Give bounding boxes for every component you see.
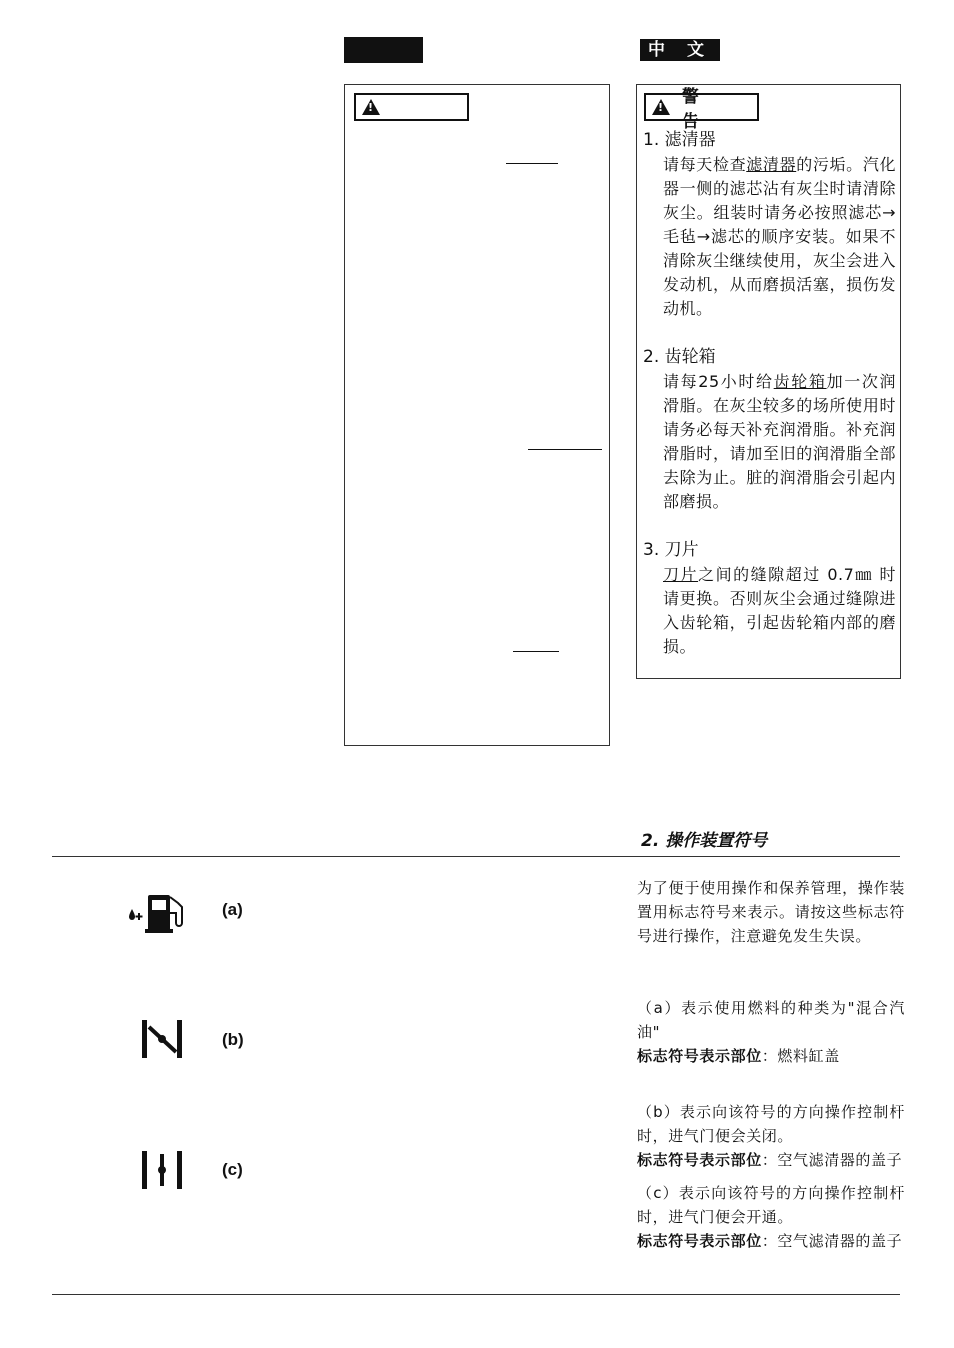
symbol-desc-a: （a）表示使用燃料的种类为"混合汽油" 标志符号表示部位：燃料缸盖 (637, 999, 905, 1065)
warning-item-body-3: 刀片之间的缝隙超过 0.7㎜ 时请更换。否则灰尘会通过缝隙进入齿轮箱，引起齿轮箱内部的磨损。 (663, 565, 896, 656)
symbol-desc-b: （b）表示向该符号的方向操作控制杆时，进气门便会关闭。 标志符号表示部位：空气滤清器的盖子 (637, 1103, 905, 1169)
symbol-label-b: (b) (222, 1030, 244, 1049)
symbol-label-c: (c) (222, 1160, 243, 1179)
section-intro: 为了便于使用操作和保养管理，操作装置用标志符号来表示。请按这些标志符号进行操作，注意避免发生失误。 (637, 879, 905, 945)
zh-warning-box (644, 87, 759, 132)
section-heading: 2. 操作装置符号 (641, 831, 768, 851)
symbol-desc-c: （c）表示向该符号的方向操作控制杆时，进气门便会开通。 标志符号表示部位：空气滤清器的盖子 (637, 1184, 905, 1250)
left-underline-1 (506, 163, 558, 164)
warning-item-title-3: 3. 刀片 (643, 540, 699, 560)
bottom-rule (52, 1294, 900, 1295)
left-warning-box (354, 93, 469, 121)
fuel-mix-icon (124, 889, 190, 935)
choke-open-icon (140, 1149, 184, 1191)
left-underline-3 (513, 651, 559, 652)
choke-closed-icon (140, 1018, 184, 1060)
warning-item-body-1: 请每天检查滤清器的污垢。汽化器一侧的滤芯沾有灰尘时请清除灰尘。组装时请务必按照滤芯→毛毡→滤芯的顺序安装。如果不清除灰尘继续使用，灰尘会进入发动机，从而磨损活塞，损伤发动机。 (663, 155, 896, 318)
warning-item-title-2: 2. 齿轮箱 (643, 347, 716, 367)
warning-item-body-2: 请每25小时给齿轮箱加一次润滑脂。在灰尘较多的场所使用时请务必每天补充润滑脂。补充润滑脂时，请加至旧的润滑脂全部去除为止。脏的润滑脂会引起内部磨损。 (663, 372, 896, 511)
lang-tab-left (344, 37, 423, 63)
top-rule (52, 856, 900, 857)
left-underline-2 (528, 449, 602, 450)
warning-item-title-1: 1. 滤清器 (643, 130, 716, 150)
left-warning-panel (344, 84, 610, 746)
warning-triangle-icon (362, 99, 380, 115)
warning-triangle-icon (652, 99, 670, 115)
lang-tab-zh: 中 文 (640, 39, 720, 61)
warning-label: 警 告 (682, 87, 717, 132)
symbol-label-a: (a) (222, 900, 243, 919)
